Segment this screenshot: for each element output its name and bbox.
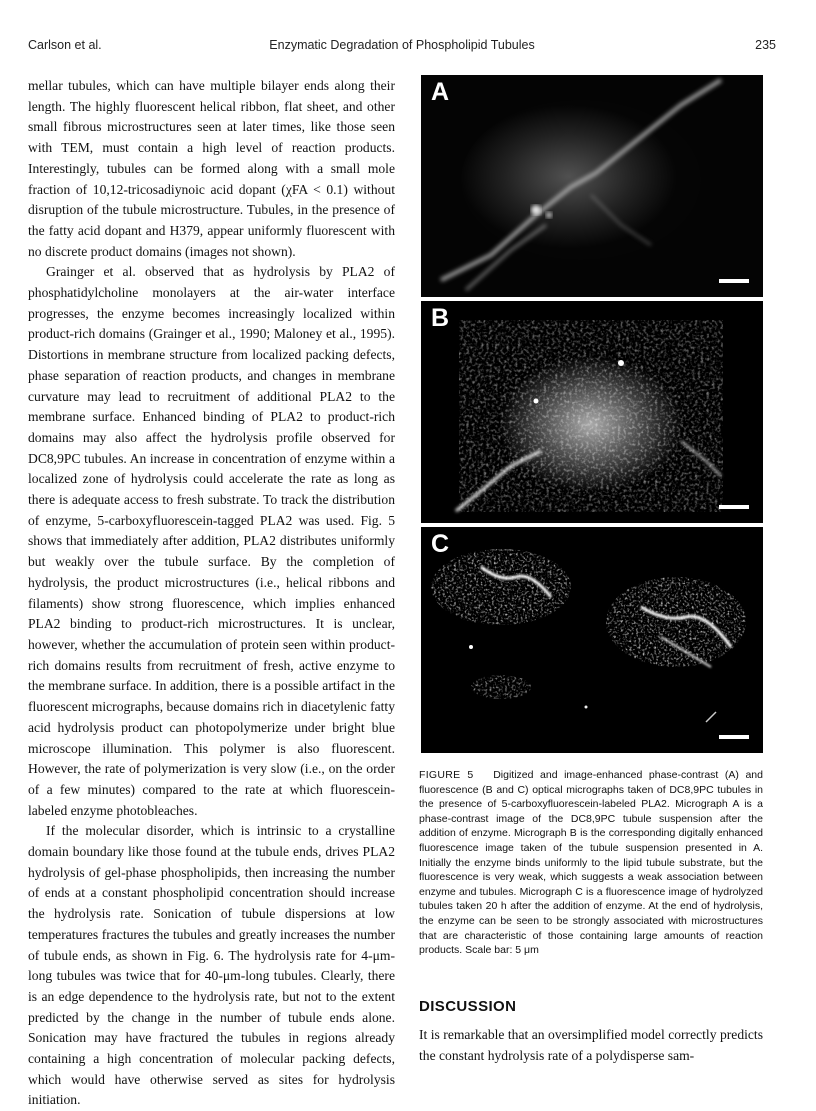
figure-caption-label: FIGURE 5 [419, 769, 474, 781]
micrograph-b-image [421, 301, 763, 523]
panel-label-a: A [431, 78, 450, 106]
figure-caption-text: Digitized and image-enhanced phase-contrast (A) and fluorescence (B and C) optical micrographs taken of DC8,9PC tubules in the presence of 5-carboxyfluorescein-labeled PLA2. Micrograph A is a phase-contrast image of the DC8,9PC tubule suspension after the addition of enzyme. Micrograph B is the corresponding digitally enhanced fluorescence image taken of the tubule suspension presented in A. Initially the enzyme binds uniformly to the lipid tubule substrate, but the fluorescence is very weak, which suggests a weak association between enzyme and tubules. Micrograph C is a fluorescence image of hydrolyzed tubules taken 20 h after the addition of enzyme. At the end of hydrolysis, the enzyme can be seen to be strongly associated with microstructures that are characteristic of those containing large amounts of reaction products. Scale bar: 5 μm [419, 769, 763, 957]
micrograph-c-image [421, 527, 763, 753]
discussion-paragraph: It is remarkable that an oversimplified model correctly predicts the constant hydrolysis rate of a polydisperse sam- [419, 1027, 763, 1063]
running-head-authors: Carlson et al. [28, 38, 102, 52]
paragraph-2: Grainger et al. observed that as hydrolysis by PLA2 of phosphatidylcholine monolayers at the air-water interface progresses, the enzyme becomes increasingly localized within product-rich domains (Grainger et al., 1990; Maloney et al., 1995). Distortions in membrane structure from localized packing defects, phase separation of reaction products, and changes in membrane curvature may lead to recruitment of additional PLA2 to the membrane surface. Enhanced binding of PLA2 to product-rich domains may also affect the hydrolysis profile observed for DC8,9PC tubules. An increase in concentration of enzyme within a localized zone of hydrolysis could accelerate the rate as long as there is adequate access to fresh substrate. To track the distribution of enzyme, 5-carboxyfluorescein-tagged PLA2 was used. Fig. 5 shows that immediately after addition, PLA2 distributes uniformly but weakly over the tubule surface. By the completion of hydrolysis, the product microstructures (i.e., helical ribbons and filaments) show strong fluorescence, which implies enhanced PLA2 binding to product-rich microstructures. It is unclear, however, whether the accumulation of protein seen within product-rich domains results from recruitment of fresh, active enzyme to the membrane surface. In addition, there is a possible artifact in the fluorescent micrographs, because domains rich in diacetylenic fatty acid hydrolysis product can photopolymerize under bright blue microscope illumination. This polymer is also fluorescent. However, the rate of polymerization is very slow (i.e., on the order of a few minutes) compared to the rate at which fluorescein-labeled enzyme photobleaches. [28, 264, 395, 818]
left-column-text [28, 76, 395, 1111]
running-head-title: Enzymatic Degradation of Phospholipid Tubules [269, 38, 535, 52]
paragraph-3: If the molecular disorder, which is intrinsic to a crystalline domain boundary like those found at the tubule ends, drives PLA2 hydrolysis of gel-phase phospholipids, then increasing the number of ends at a constant phospholipid concentration should increase the hydrolysis rate. Sonication of tubule dispersions at low temperatures fractures the tubules and greatly increases the number of tubule ends, as shown in Fig. 6. The hydrolysis rate for 4-μm-long tubules was twice that for 40-μm-long tubules. Clearly, there is an edge dependence to the hydrolysis rate, but not to the extent predicted by the change in the number of tubule ends alone. Sonication may have fractured the tubules in regions already containing a high concentration of molecular packing defects, which would have otherwise served as sites for hydrolysis initiation. [28, 823, 395, 1108]
page-number: 235 [755, 38, 776, 52]
panel-label-b: B [431, 304, 450, 332]
micrograph-a-image [421, 75, 763, 297]
running-head [28, 38, 776, 56]
figure-caption [419, 768, 763, 958]
scale-bar-a [719, 279, 749, 283]
micrograph-a [421, 75, 763, 297]
section-heading-discussion: DISCUSSION [419, 998, 517, 1015]
micrograph-b [421, 301, 763, 523]
figure-5 [421, 75, 763, 757]
panel-label-c: C [431, 530, 450, 558]
scale-bar-c [719, 735, 749, 739]
paragraph-1: mellar tubules, which can have multiple bilayer ends along their length. The highly fluorescent helical ribbon, flat sheet, and other small fibrous microstructures seen at later times, like those seen with TEM, must contain a high level of reaction products. Interestingly, tubules can be formed along with a small mole fraction of 10,12-tricosadiynoic acid dopant (χFA < 0.1) without disruption of the tubule microstructure. Tubules, in the presence of the fatty acid dopant and H379, appear uniformly fluorescent with no discrete product domains (images not shown). [28, 78, 395, 259]
scale-bar-b [719, 505, 749, 509]
micrograph-c [421, 527, 763, 753]
